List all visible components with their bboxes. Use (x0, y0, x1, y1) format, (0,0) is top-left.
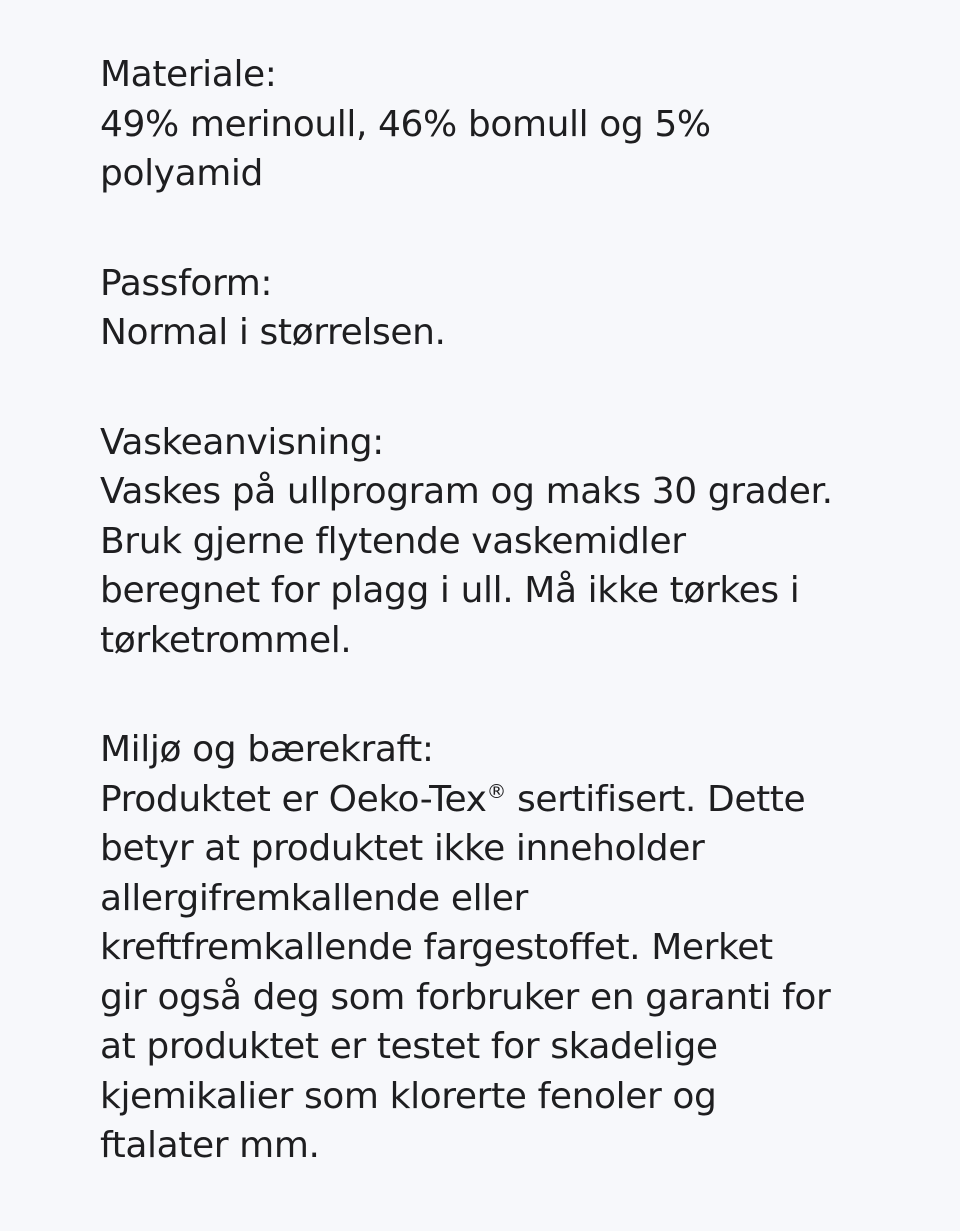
sustainability-text-line: gir også deg som forbruker en garanti for (100, 976, 831, 1018)
material-text-line: 49% merinoull, 46% bomull og 5% (100, 103, 711, 145)
sustainability-text-line: betyr at produktet ikke inneholder (100, 828, 705, 869)
washing-text-line: Bruk gjerne flytende vaskemidler (100, 520, 686, 562)
section-label-sustainability: Miljø og bærekraft: (100, 729, 434, 770)
sustainability-text-line: ftalater mm. (100, 1125, 320, 1166)
washing-text-line: beregnet for plagg i ull. Må ikke tørkes i (100, 570, 800, 611)
sustainability-text-before: Produktet er Oeko-Tex (100, 778, 487, 820)
sustainability-text-after: sertifisert. Dette (505, 778, 806, 820)
product-info (100, 50, 900, 1231)
material-text-line: polyamid (100, 153, 263, 194)
sustainability-text-line: kreftfremkallende fargestoffet. Merket (100, 927, 773, 968)
section-label-fit: Passform: (100, 262, 273, 304)
section-fit (100, 259, 900, 358)
section-washing (100, 418, 900, 666)
sustainability-text-line (100, 775, 900, 825)
washing-text-line: tørketrommel. (100, 619, 352, 661)
sustainability-text-line: kjemikalier som klorerte fenoler og (100, 1075, 717, 1117)
registered-mark: ® (486, 779, 506, 803)
section-label-washing: Vaskeanvisning: (100, 421, 384, 463)
sustainability-text-line: at produktet er testet for skadelige (100, 1026, 718, 1067)
washing-text-line: Vaskes på ullprogram og maks 30 grader. (100, 471, 833, 512)
sustainability-text-line: allergifremkallende eller (100, 877, 528, 919)
section-label-material: Materiale: (100, 54, 277, 95)
section-sustainability (100, 725, 900, 1171)
section-material (100, 50, 900, 199)
fit-text-line: Normal i størrelsen. (100, 312, 446, 353)
